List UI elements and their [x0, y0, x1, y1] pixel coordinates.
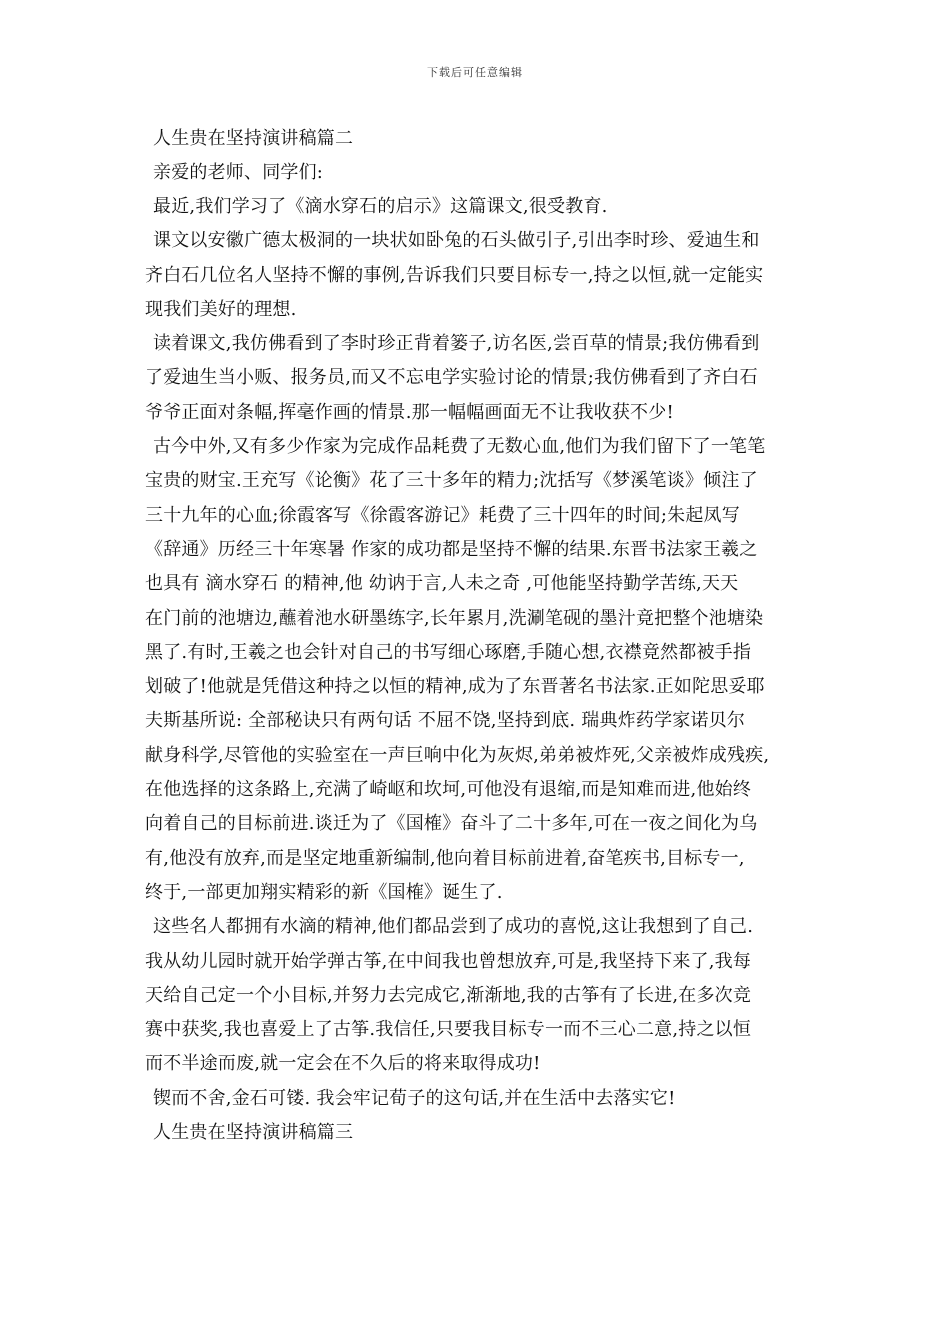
paragraph-line: 读着课文,我仿佛看到了李时珍正背着篓子,访名医,尝百草的情景;我仿佛看到: [153, 333, 760, 355]
paragraph-line: 这些名人都拥有水滴的精神,他们都品尝到了成功的喜悦,这让我想到了自己.: [153, 916, 754, 938]
paragraph-line: 天给自己定一个小目标,并努力去完成它,渐渐地,我的古筝有了长进,在多次竞: [145, 984, 752, 1006]
document-body: [145, 122, 811, 1150]
section-heading: 人生贵在坚持演讲稿篇二: [153, 128, 354, 149]
paragraph-line: 向着自己的目标前进.谈迁为了《国榷》奋斗了二十多年,可在一夜之间化为乌: [145, 813, 758, 835]
paragraph-line: 三十九年的心血;徐霞客写《徐霞客游记》耗费了三十四年的时间;朱起凤写: [145, 504, 740, 526]
paragraph-line: 有,他没有放弃,而是坚定地重新编制,他向着目标前进着,奋笔疾书,目标专一,: [145, 847, 745, 869]
paragraph-line: 也具有 滴水穿石 的精神,他 幼讷于言,人未之奇 ,可他能坚持勤学苦练,天天: [145, 573, 739, 595]
paragraph-line: 献身科学,尽管他的实验室在一声巨响中化为灰烬,弟弟被炸死,父亲被炸成残疾,: [145, 744, 770, 766]
paragraph-line: 赛中获奖,我也喜爱上了古筝.我信任,只要我目标专一而不三心二意,持之以恒: [145, 1019, 752, 1041]
section-heading: 人生贵在坚持演讲稿篇三: [153, 1122, 354, 1144]
paragraph-line: 锲而不舍,金石可镂. 我会牢记荀子的这句话,并在生活中去落实它!: [153, 1087, 676, 1109]
paragraph-line: 我从幼儿园时就开始学弹古筝,在中间我也曾想放弃,可是,我坚持下来了,我每: [145, 950, 752, 972]
paragraph-line: 了爱迪生当小贩、报务员,而又不忘电学实验讨论的情景;我仿佛看到了齐白石: [145, 367, 758, 389]
paragraph-line: 古今中外,又有多少作家为完成作品耗费了无数心血,他们为我们留下了一笔笔: [153, 436, 766, 458]
paragraph-line: 在门前的池塘边,蘸着池水研墨练字,长年累月,洗涮笔砚的墨汁竟把整个池塘染: [145, 607, 764, 629]
paragraph-line: 课文以安徽广德太极洞的一块状如卧兔的石头做引子,引出李时珍、爱迪生和: [153, 230, 760, 252]
paragraph-line: 在他选择的这条路上,充满了崎岖和坎坷,可他没有退缩,而是知难而进,他始终: [145, 779, 752, 801]
paragraph-line: 划破了!他就是凭借这种持之以恒的精神,成为了东晋著名书法家.正如陀思妥耶: [145, 676, 765, 698]
paragraph-line: 爷爷正面对条幅,挥毫作画的情景.那一幅幅画面无不让我收获不少!: [145, 401, 674, 423]
paragraph-line: 齐白石几位名人坚持不懈的事例,告诉我们只要目标专一,持之以恒,就一定能实: [145, 264, 764, 286]
paragraph-line: 宝贵的财宝.王充写《论衡》花了三十多年的精力;沈括写《梦溪笔谈》倾注了: [145, 470, 758, 492]
paragraph-6: [145, 1082, 811, 1116]
paragraph-line: 终于,一部更加翔实精彩的新《国榷》诞生了.: [145, 881, 503, 903]
paragraph-line: 《辞通》历经三十年寒暑 作家的成功都是坚持不懈的结果.东晋书法家王羲之: [145, 538, 758, 560]
paragraph-4: [145, 430, 811, 910]
page-header: 下载后可任意编辑: [427, 66, 523, 79]
paragraph-line: 而不半途而废,就一定会在不久后的将来取得成功!: [145, 1053, 541, 1075]
greeting: 亲爱的老师、同学们:: [153, 162, 324, 183]
paragraph-line: 夫斯基所说: 全部秘诀只有两句话 不屈不饶,坚持到底. 瑞典炸药学家诺贝尔: [145, 710, 746, 732]
paragraph-3: [145, 327, 811, 430]
paragraph-1: [145, 190, 811, 224]
paragraph-line: 最近,我们学习了《滴水穿石的启示》这篇课文,很受教育.: [153, 196, 608, 217]
paragraph-5: [145, 910, 811, 1081]
paragraph-line: 黑了.有时,王羲之也会针对自己的书写细心琢磨,手随心想,衣襟竟然都被手指: [145, 641, 752, 663]
paragraph-2: [145, 224, 811, 327]
paragraph-line: 现我们美好的理想.: [145, 298, 297, 320]
